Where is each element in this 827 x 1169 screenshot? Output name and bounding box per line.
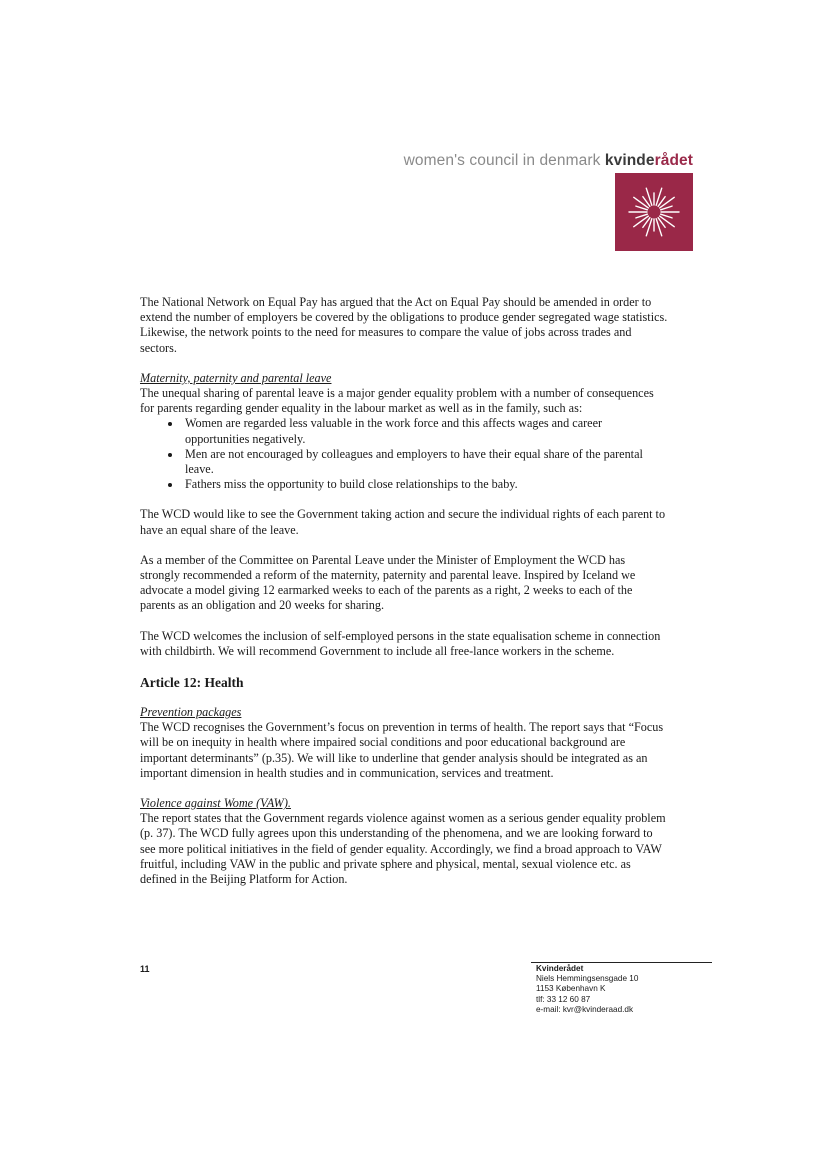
footer-email: e-mail: kvr@kvinderaad.dk <box>536 1004 634 1014</box>
paragraph-committee: As a member of the Committee on Parental Leave under the Minister of Employment the WCD has strongly recommended a reform of the maternity, paternity and parental leave. Inspired by Iceland we advocate a model giving 12 earmarked weeks to each of the parents as a right, 2 weeks to each of the parents as an obligation and 20 weeks for sharing. <box>140 552 636 613</box>
footer-phone: tlf: 33 12 60 87 <box>536 994 591 1004</box>
paragraph-equal-pay: The National Network on Equal Pay has argued that the Act on Equal Pay should be amended in order to extend the number of employers be covered by the obligations to produce gender segregated wage statistics. Likewise, the network points to the need for measures to compare the value of jobs across trades and sectors. <box>140 295 668 355</box>
list-item: • Women are regarded less valuable in the work force and this affects wages and career opportunities negatively. <box>182 416 668 446</box>
paragraph-prevention: The WCD recognises the Government’s focus on prevention in terms of health. The report says that “Focus will be on inequity in health where impaired social conditions and poor educational background are important determinants” (p.35). We will like to underline that gender analysis should be integrated as an important dimension in health studies and in communication, services and treatment. <box>140 720 664 780</box>
sunburst-icon <box>615 173 693 251</box>
list-item: • Men are not encouraged by colleagues and employers to have their equal share of the parental leave. <box>182 447 668 477</box>
footer-divider <box>531 962 712 963</box>
footer-address <box>536 964 638 1015</box>
footer-city: 1153 København K <box>536 984 606 994</box>
subheading-violence: Violence against Wome (VAW). <box>140 796 291 811</box>
consequences-list <box>140 416 668 492</box>
sunburst-logo <box>615 173 693 251</box>
paragraph-violence: The report states that the Government regards violence against women as a serious gender equality problem (p. 37). The WCD fully agrees upon this understanding of the phenomena, and we are looking forward to see more political initiatives in the field of gender equality. Accordingly, we find a broad approach to VAW fruitful, including VAW in the public and private sphere and physical, mental, sexual violence etc. as defined in the Beijing Platform for Action. <box>140 811 666 887</box>
footer-org: Kvinderådet <box>536 964 584 973</box>
footer-street: Niels Hemmingsensgade 10 <box>536 974 639 984</box>
organization-tagline: women's council in denmark <box>403 152 601 169</box>
organization-header <box>404 152 693 170</box>
brand-name <box>605 152 693 169</box>
paragraph-individual-rights: The WCD would like to see the Government taking action and secure the individual rights of each parent to have an equal share of the leave. <box>140 507 666 537</box>
subheading-prevention: Prevention packages <box>140 705 242 720</box>
paragraph-self-employed: The WCD welcomes the inclusion of self-employed persons in the state equalisation scheme in connection with childbirth. We will recommend Government to include all free-lance workers in the scheme. <box>140 628 661 658</box>
list-item: • Fathers miss the opportunity to build close relationships to the baby. <box>182 477 668 492</box>
article-12-heading: Article 12: Health <box>140 675 244 691</box>
document-body <box>140 295 668 902</box>
page-number: 11 <box>140 964 150 974</box>
subheading-parental-leave: Maternity, paternity and parental leave <box>140 370 332 385</box>
brand-name-prefix: kvinde <box>604 152 655 169</box>
paragraph-parental-leave: The unequal sharing of parental leave is a major gender equality problem with a number of consequences for parents regarding gender equality in the labour market as well as in the family, such as: <box>140 386 654 416</box>
brand-name-accent: rådet <box>654 152 693 169</box>
